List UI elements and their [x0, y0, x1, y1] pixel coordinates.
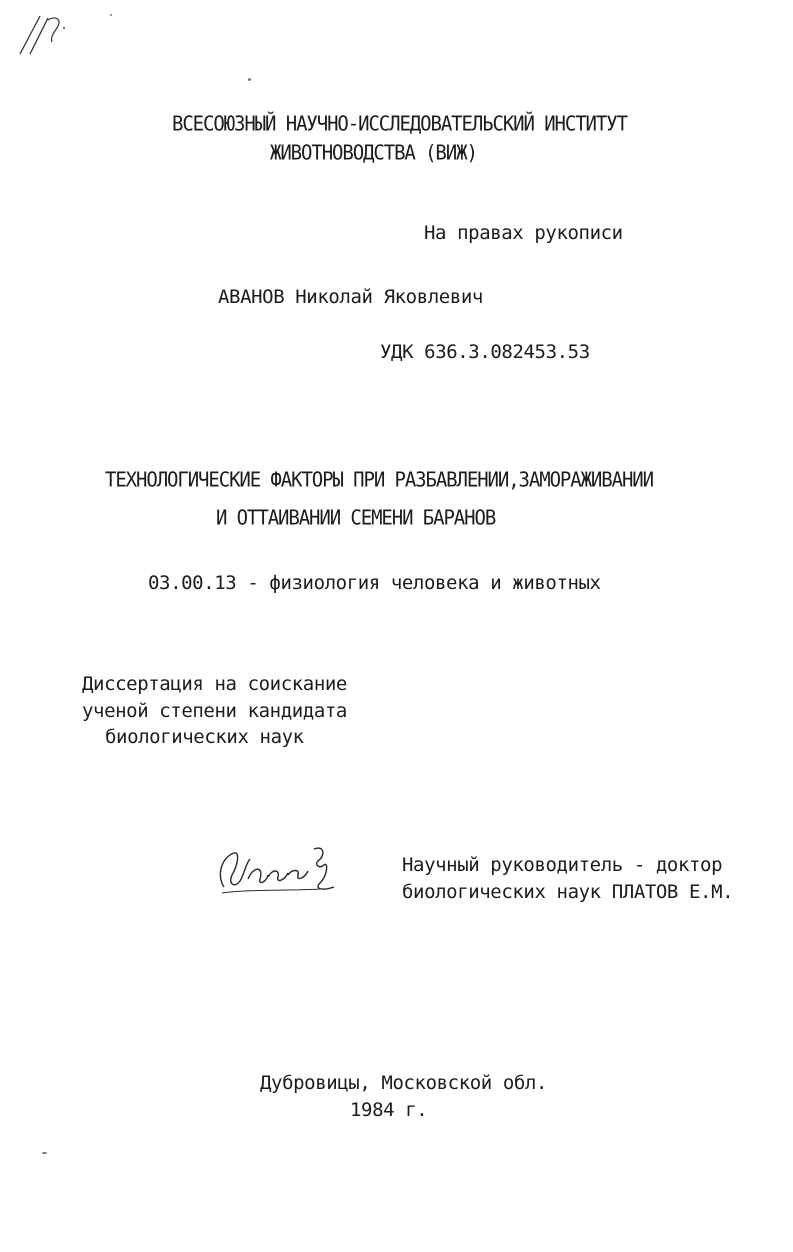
- institute-line-1: ВСЕСОЮЗНЫЙ НАУЧНО-ИССЛЕДОВАТЕЛЬСКИЙ ИНСТИТУТ: [172, 112, 627, 136]
- supervisor-line-2: биологических наук ПЛАТОВ Е.М.: [402, 881, 734, 903]
- scan-speck: [110, 14, 112, 16]
- place-of-publication: Дубровицы, Московской обл.: [260, 1072, 548, 1094]
- thesis-title-line-2: И ОТТАИВАНИИ СЕМЕНИ БАРАНОВ: [216, 506, 496, 530]
- dissertation-line-2: ученой степени кандидата: [82, 700, 347, 722]
- supervisor-line-1: Научный руководитель - доктор: [402, 854, 723, 876]
- scan-speck: [42, 1152, 47, 1154]
- author-signature: [210, 835, 345, 905]
- dissertation-line-1: Диссертация на соискание: [82, 673, 347, 695]
- institute-line-2: ЖИВОТНОВОДСТВА (ВИЖ): [270, 141, 477, 165]
- manuscript-note: На правах рукописи: [424, 222, 623, 244]
- udk-code: УДК 636.3.082453.53: [380, 341, 590, 363]
- handwritten-corner-mark: [14, 10, 84, 60]
- author-name: АВАНОВ Николай Яковлевич: [218, 286, 483, 308]
- thesis-title-line-1: ТЕХНОЛОГИЧЕСКИЕ ФАКТОРЫ ПРИ РАЗБАВЛЕНИИ,ЗАМОРАЖИВАНИИ: [105, 468, 653, 492]
- specialty-code: 03.00.13 - физиология человека и животных: [148, 572, 601, 594]
- scan-speck: [248, 78, 251, 81]
- dissertation-line-3: биологических наук: [105, 726, 304, 748]
- publication-year: 1984 г.: [350, 1099, 428, 1121]
